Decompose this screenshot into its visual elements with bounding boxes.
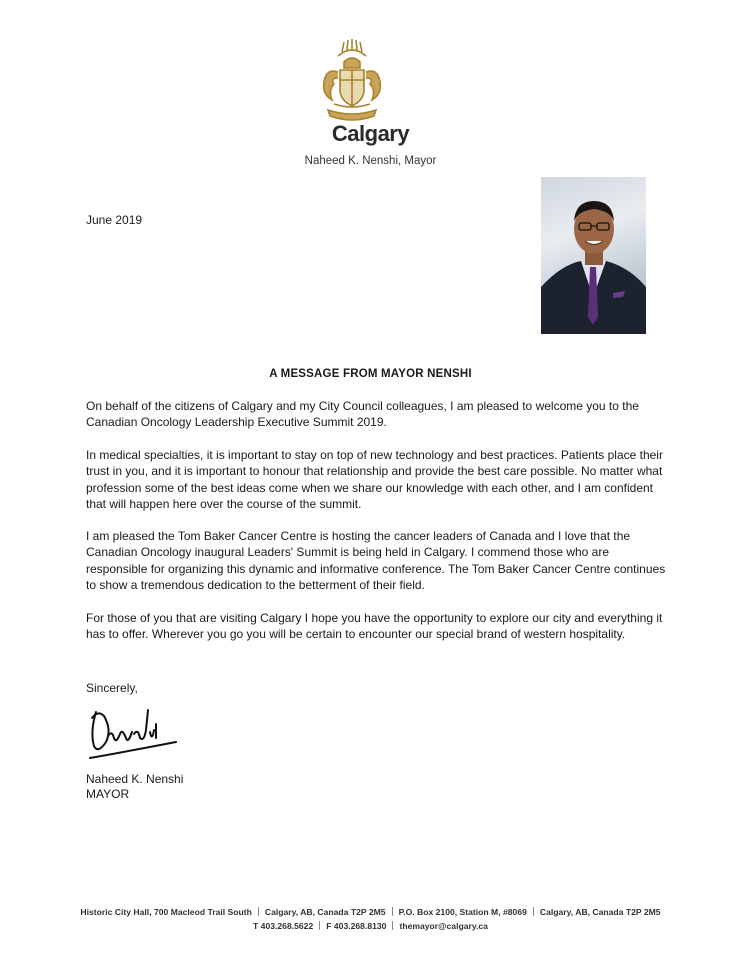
footer-contact-line	[0, 921, 741, 931]
footer-phone: T 403.268.5622	[253, 921, 314, 931]
footer-fax: F 403.268.8130	[326, 921, 387, 931]
paragraph-medical-specialties: In medical specialties, it is important to stay on top of new technology and best practices. Patients place their trust in you, and it is important to honour that relationship and provide the best care possible. No matter what profession some of the best ideas come when we share our knowledge with each other, and I am confident that will happen here over the course of the summit.	[86, 448, 663, 511]
signer-name: Naheed K. Nenshi	[86, 772, 184, 786]
signer-title: MAYOR	[86, 787, 130, 801]
mayor-subtitle: Naheed K. Nenshi, Mayor	[304, 155, 437, 167]
footer-separator	[319, 921, 320, 930]
footer-separator	[533, 907, 534, 916]
footer-separator	[392, 921, 393, 930]
paragraph-tom-baker: I am pleased the Tom Baker Cancer Centre is hosting the cancer leaders of Canada and I love that the Canadian Oncology inaugural Leaders' Summit is being held in Calgary. I commend those who are responsible for organizing this dynamic and informative conference. The Tom Baker Cancer Centre continues to show a tremendous dedication to the betterment of their field.	[86, 529, 666, 592]
footer-separator	[392, 907, 393, 916]
footer-separator	[258, 907, 259, 916]
letter-heading: A MESSAGE FROM MAYOR NENSHI	[269, 368, 472, 380]
footer-city-postal: Calgary, AB, Canada T2P 2M5	[264, 907, 386, 917]
paragraph-visiting: For those of you that are visiting Calgary I hope you have the opportunity to explore our city and everything it has to offer. Wherever you go you will be certain to encounter our special brand of western hospitality.	[86, 611, 663, 642]
footer-city-hall-address: Historic City Hall, 700 Macleod Trail South	[80, 907, 252, 917]
footer-po-box: P.O. Box 2100, Station M, #8069	[398, 907, 527, 917]
handwritten-signature	[84, 702, 184, 764]
closing: Sincerely,	[86, 681, 138, 695]
letter-date: June 2019	[86, 213, 143, 227]
footer-po-city-postal: Calgary, AB, Canada T2P 2M5	[539, 907, 661, 917]
org-name: Calgary	[331, 121, 410, 146]
paragraph-welcome: On behalf of the citizens of Calgary and my City Council colleagues, I am pleased to welcome you to the Canadian Oncology Leadership Executive Summit 2019.	[86, 399, 639, 430]
city-crest-logo	[314, 38, 390, 124]
mayor-portrait-photo	[541, 177, 646, 334]
footer-email: themayor@calgary.ca	[399, 921, 488, 931]
footer-address-line	[0, 907, 741, 917]
